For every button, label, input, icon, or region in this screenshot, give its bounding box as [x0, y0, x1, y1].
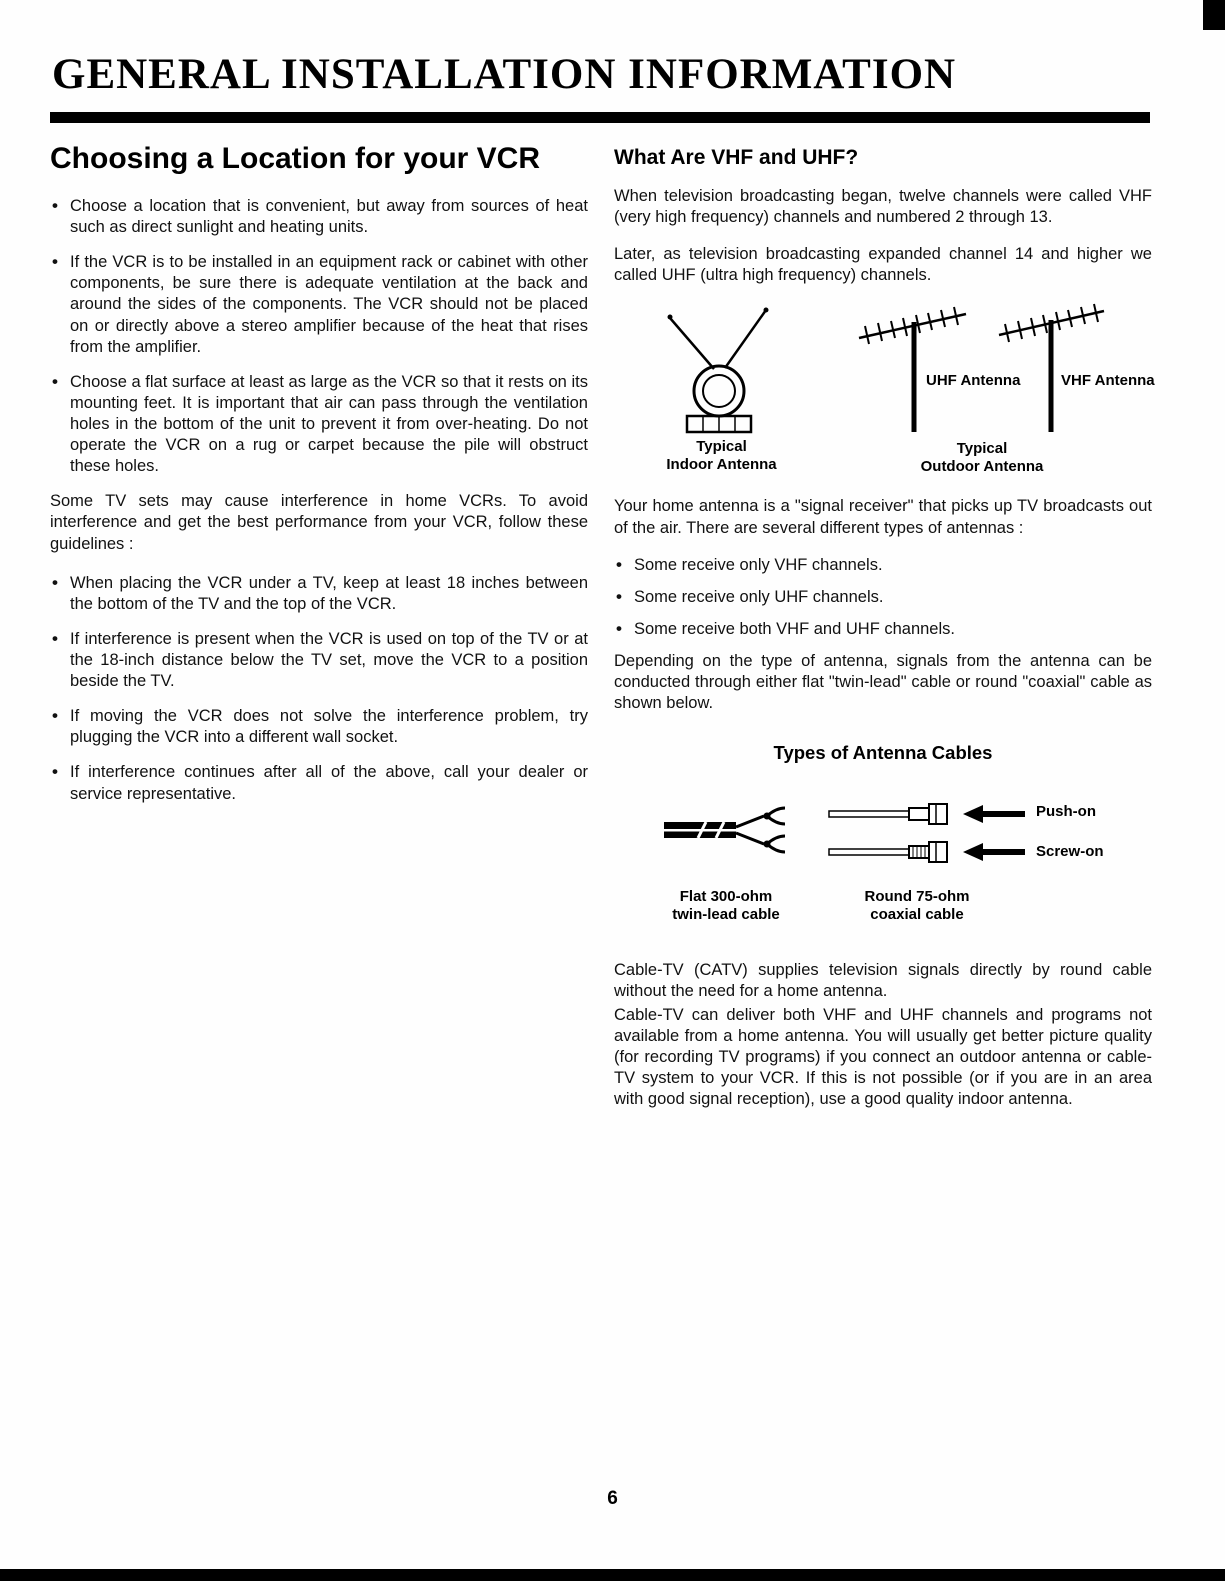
coax-push-on-art — [829, 804, 1025, 824]
round-cable-label-line2: coaxial cable — [870, 906, 964, 924]
cable-types-paragraph: Depending on the type of antenna, signals from the antenna can be conducted through either flat "twin-lead" cable or round "coaxial" cable as shown below. — [614, 651, 1152, 713]
title-rule — [50, 112, 1150, 123]
outdoor-antenna-label-line2: Outdoor Antenna — [920, 458, 1044, 476]
round-cable-label-line1: Round 75-ohm — [864, 888, 970, 906]
interference-intro-paragraph: Some TV sets may cause interference in home VCRs. To avoid interference and get the best performance from your VCR, follow these guidelines : — [50, 492, 588, 553]
antenna-types-list — [614, 555, 1152, 640]
location-guidelines-list — [50, 196, 588, 477]
twin-lead-cable-art — [664, 808, 785, 852]
outdoor-antenna-label — [882, 440, 1082, 476]
bottom-scan-bar — [0, 1569, 1225, 1581]
page-title: GENERAL INSTALLATION INFORMATION — [52, 51, 957, 98]
list-item-text: If moving the VCR does not solve the interference problem, try plugging the VCR into a different wall socket. — [70, 707, 588, 747]
antenna-diagram — [614, 302, 1155, 484]
list-item-text: Some receive only VHF channels. — [634, 555, 883, 574]
list-item — [614, 587, 1152, 608]
list-item — [50, 372, 588, 478]
catv-paragraph-2: Cable-TV can deliver both VHF and UHF channels and programs not available from a home antenna. You will usually get better picture quality (for recording TV programs) if you connect an outdoor antenna or cable-TV system to your VCR. If this is not possible (or if you are in an area with good signal reception), use a good quality indoor antenna. — [614, 1005, 1152, 1108]
screw-on-label: Screw-on — [1036, 843, 1104, 861]
outdoor-antenna-label-line1: Typical — [956, 440, 1008, 458]
list-item-text: Some receive both VHF and UHF channels. — [634, 619, 955, 638]
list-item — [50, 196, 588, 238]
uhf-antenna-art — [859, 307, 966, 432]
catv-paragraph-1: Cable-TV (CATV) supplies television signals directly by round cable without the need for a home antenna. — [614, 961, 1152, 1001]
list-item — [614, 619, 1152, 640]
vhf-antenna-art — [999, 304, 1104, 432]
flat-cable-label-line1: Flat 300-ohm — [679, 888, 773, 906]
list-item-text: Some receive only UHF channels. — [634, 587, 884, 606]
list-item-text: Choose a flat surface at least as large as the VCR so that it rests on its mounting feet. It is important that air can pass through the ventilation holes in the bottom of the unit to prevent it from over-heating. Do not operate the VCR on a rug or carpet because the pile will obstruct these holes. — [70, 372, 588, 476]
list-item — [50, 762, 588, 804]
indoor-antenna-label — [634, 438, 809, 474]
list-item-text: If the VCR is to be installed in an equipment rack or cabinet with other components, be sure there is adequate ventilation at the back and around the sides of the components. The VCR should not be placed on or directly above a stereo amplifier because of the heat that rises from the amplifier. — [70, 253, 588, 356]
section-heading-choosing-location: Choosing a Location for your VCR — [50, 142, 541, 175]
list-item-text: Choose a location that is convenient, but away from sources of heat such as direct sunlight and heating units. — [70, 197, 588, 237]
list-item — [50, 252, 588, 358]
flat-cable-label-line2: twin-lead cable — [672, 906, 780, 924]
section-heading-vhf-uhf: What Are VHF and UHF? — [614, 146, 859, 169]
antenna-cables-diagram — [614, 790, 1149, 942]
indoor-antenna-art — [668, 308, 769, 433]
round-cable-label — [822, 888, 1012, 924]
list-item-text: If interference continues after all of the above, call your dealer or service representative. — [70, 763, 588, 803]
list-item — [614, 555, 1152, 576]
content-columns — [50, 142, 1155, 1126]
list-item — [50, 706, 588, 748]
left-column — [50, 142, 588, 1126]
uhf-paragraph: Later, as television broadcasting expanded channel 14 and higher we called UHF (ultra high frequency) channels. — [614, 245, 1152, 285]
page-number: 6 — [607, 1488, 618, 1509]
vhf-paragraph: When television broadcasting began, twelve channels were called VHF (very high frequency) channels and numbered 2 through 13. — [614, 187, 1152, 227]
indoor-antenna-label-line1: Typical — [696, 438, 747, 456]
vhf-antenna-label: VHF Antenna — [1061, 372, 1155, 390]
coax-screw-on-art — [829, 842, 1025, 862]
indoor-antenna-label-line2: Indoor Antenna — [666, 456, 777, 474]
list-item-text: When placing the VCR under a TV, keep at least 18 inches between the bottom of the TV and the top of the VCR. — [70, 573, 588, 613]
cables-figure-heading: Types of Antenna Cables — [773, 742, 993, 764]
uhf-antenna-label: UHF Antenna — [926, 372, 1021, 390]
interference-guidelines-list — [50, 573, 588, 805]
right-column — [614, 142, 1155, 1126]
push-on-label: Push-on — [1036, 803, 1096, 821]
flat-cable-label — [636, 888, 816, 924]
scan-corner-mark — [1203, 0, 1225, 30]
list-item — [50, 629, 588, 692]
antenna-receiver-paragraph: Your home antenna is a "signal receiver" that picks up TV broadcasts out of the air. There are several different types of antennas : — [614, 497, 1152, 537]
list-item-text: If interference is present when the VCR is used on top of the TV or at the 18-inch distance below the TV set, move the VCR to a position beside the TV. — [70, 629, 588, 691]
list-item — [50, 573, 588, 615]
